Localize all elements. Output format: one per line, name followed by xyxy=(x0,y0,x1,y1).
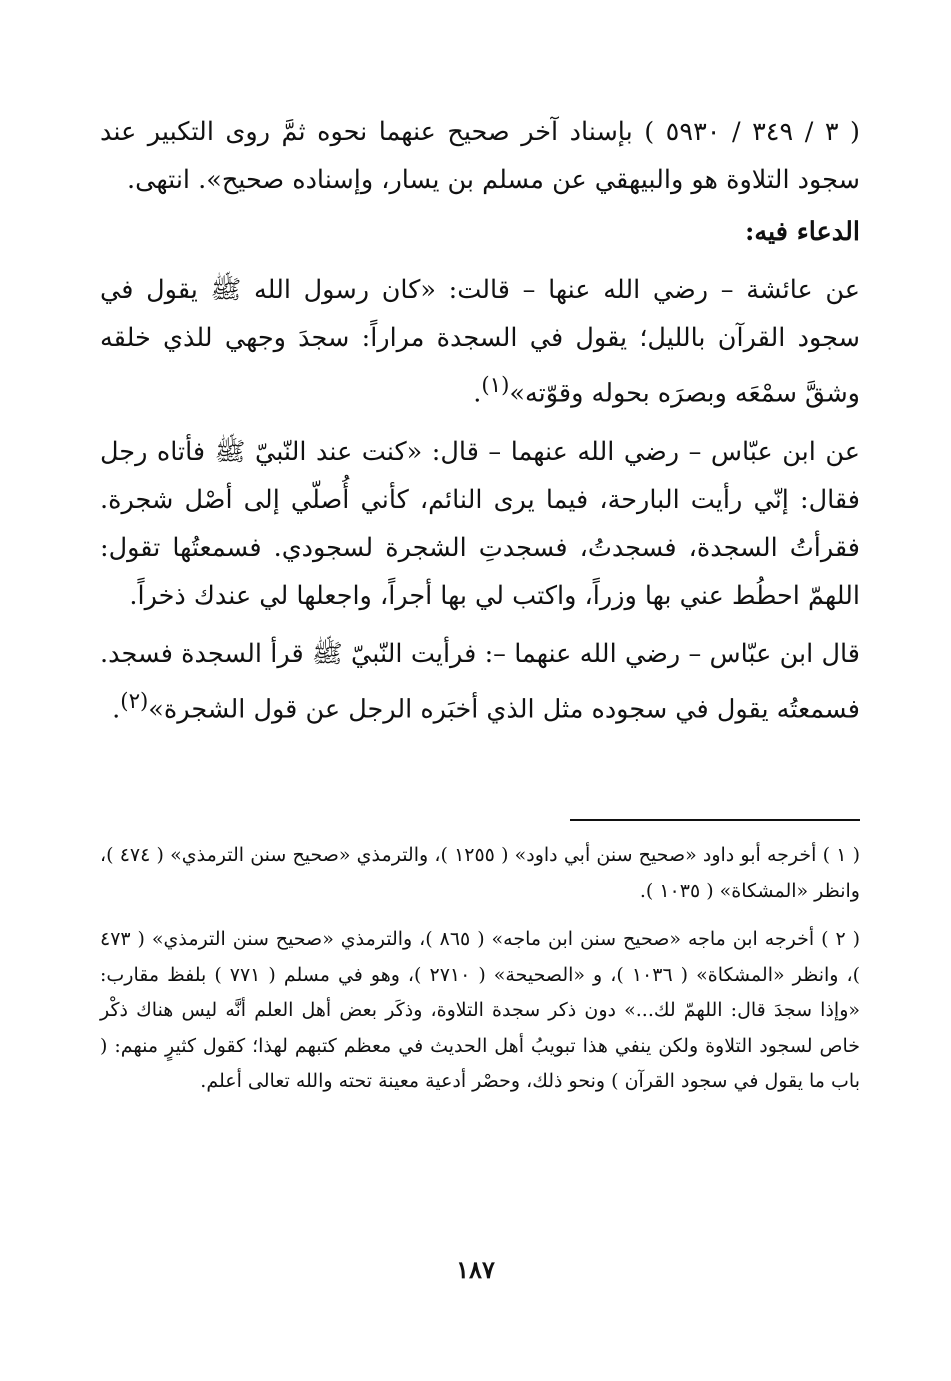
footnote-divider xyxy=(570,819,860,821)
section-heading: الدعاء فيه: xyxy=(744,217,860,247)
footnote-ref-1: (١) xyxy=(481,373,510,398)
paragraph-aisha-end: . xyxy=(473,378,482,409)
page-number: ١٨٧ xyxy=(456,1255,495,1284)
footnote-2: ( ٢ ) أخرجه ابن ماجه «صحيح سنن ابن ماجه» ( ٨٦٥ )، والترمذي «صحيح سنن الترمذي» ( ٤٧٣ )، وانظر «المشكاة» ( ١٠٣٦ )، و «الصحيحة» ( ٢٧١٠ )، وهو في مسلم ( ٧٧١ ) بلفظ مقارب: «وإذا سجدَ قال: اللهمّ لك...» دون ذكر سجدة التلاوة، وذكَر بعض أهل العلم أنَّه ليس هناك ذكْر خاص لسجود التلاوة ولكن ينفي هذا تبويبُ أهل الحديث في معظم كتبهم لهذا؛ كقول كثيرٍ منهم: ( باب ما يقول في سجود القرآن ) ونحو ذلك، وحصْر أدعية معينة تحته والله تعالى أعلم. xyxy=(100,928,861,1092)
paragraph-ibn-abbas-2-text: قال ابن عبّاس – رضي الله عنهما –: فرأيت النّبيّ ﷺ قرأ السجدة فسجد. فسمعتُه يقول في سجوده مثل الذي أخبَره الرجل عن قول الشجرة» xyxy=(100,638,860,724)
paragraph-aisha xyxy=(100,266,860,418)
footnote-1: ( ١ ) أخرجه أبو داود «صحيح سنن أبي داود» ( ١٢٥٥ )، والترمذي «صحيح سنن الترمذي» ( ٤٧٤ )، وانظر «المشكاة» ( ١٠٣٥ ). xyxy=(100,844,860,902)
paragraph-ibn-abbas: عن ابن عبّاس – رضي الله عنهما – قال: «كنت عند النّبيّ ﷺ فأتاه رجل فقال: إنّي رأيت البارحة، فيما يرى النائم، كأني أُصلّي إلى أصْل شجرة. فقرأتُ السجدة، فسجدتُ، فسجدتِ الشجرة لسجودي. فسمعتُها تقول: اللهمّ احطُط عني بها وزراً، واكتب لي بها أجراً، واجعلها لي عندك ذخراً. xyxy=(100,436,860,611)
paragraph-ibn-abbas-2 xyxy=(100,630,860,734)
paragraph-continuation: ( ٣ / ٣٤٩ / ٥٩٣٠ ) بإسناد آخر صحيح عنهما نحوه ثمَّ روى التكبير عند سجود التلاوة هو والبيهقي عن مسلم بن يسار، وإسناده صحيح». انتهى. xyxy=(100,117,860,195)
paragraph-ibn-abbas-2-end: . xyxy=(112,694,121,724)
footnotes xyxy=(100,838,860,1100)
footnote-ref-2: (٢) xyxy=(120,688,149,714)
paragraph-aisha-text: عن عائشة – رضي الله عنها – قالت: «كان رسول الله ﷺ يقول في سجود القرآن بالليل؛ يقول في السجدة مراراً: سجدَ وجهي للذي خلقه وشقَّ سمْعَه وبصرَه بحوله وقوّته» xyxy=(100,275,860,409)
main-text xyxy=(100,108,860,733)
